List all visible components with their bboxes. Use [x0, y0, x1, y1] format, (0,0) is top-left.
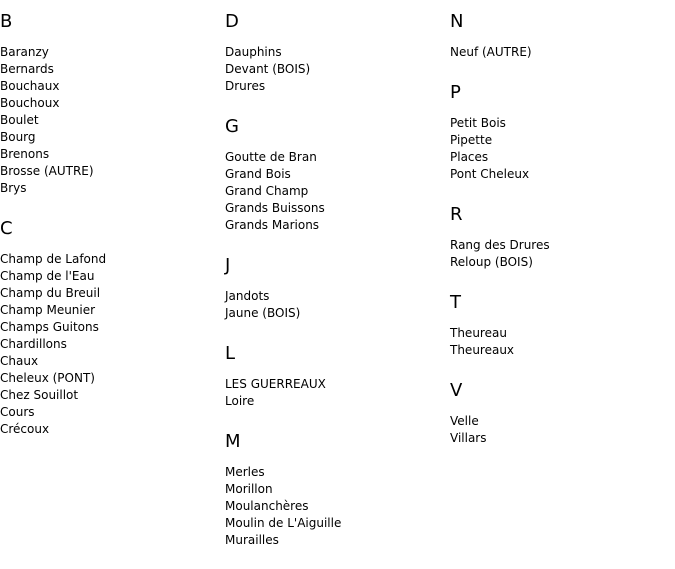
- list-item: Drures: [225, 79, 266, 93]
- entry-list: [225, 149, 445, 234]
- list-item: Pipette: [450, 133, 493, 147]
- list-item: Neuf (AUTRE): [450, 45, 532, 59]
- list-item: Theureau: [450, 326, 507, 340]
- list-item: Boulet: [0, 113, 39, 127]
- entry-list: [450, 413, 670, 447]
- list-item: Brenons: [0, 147, 50, 161]
- list-item: Champs Guitons: [0, 320, 99, 334]
- index-column-2: [225, 8, 445, 567]
- letter-heading: C: [0, 218, 13, 239]
- list-item: Grands Buissons: [225, 201, 325, 215]
- letter-group: [225, 428, 445, 549]
- letter-heading: J: [225, 255, 231, 276]
- letter-heading: B: [0, 11, 13, 32]
- letter-group: [450, 289, 670, 359]
- list-item: Places: [450, 150, 489, 164]
- list-item: Dauphins: [225, 45, 282, 59]
- list-item: Champ du Breuil: [0, 286, 101, 300]
- list-item: Moulanchères: [225, 499, 309, 513]
- entry-list: [450, 325, 670, 359]
- list-item: Bourg: [0, 130, 36, 144]
- list-item: Petit Bois: [450, 116, 506, 130]
- list-item: Brys: [0, 181, 27, 195]
- list-item: Pont Cheleux: [450, 167, 530, 181]
- list-item: Merles: [225, 465, 265, 479]
- entry-list: [225, 288, 445, 322]
- entry-list: [225, 44, 445, 95]
- list-item: Brosse (AUTRE): [0, 164, 94, 178]
- list-item: Theureaux: [450, 343, 515, 357]
- list-item: Baranzy: [0, 45, 49, 59]
- entry-list: [225, 464, 445, 549]
- list-item: Devant (BOIS): [225, 62, 311, 76]
- list-item: Loire: [225, 394, 255, 408]
- letter-heading: R: [450, 204, 463, 225]
- list-item: Jandots: [225, 289, 270, 303]
- list-item: Bernards: [0, 62, 54, 76]
- entry-list: [0, 44, 220, 197]
- letter-group: [450, 201, 670, 271]
- list-item: Cours: [0, 405, 35, 419]
- letter-group: [450, 79, 670, 183]
- letter-group: [225, 113, 445, 234]
- letter-heading: N: [450, 11, 464, 32]
- entry-list: [450, 115, 670, 183]
- list-item: Rang des Drures: [450, 238, 550, 252]
- letter-group: [450, 377, 670, 447]
- list-item: LES GUERREAUX: [225, 377, 326, 391]
- entry-list: [225, 376, 445, 410]
- list-item: Reloup (BOIS): [450, 255, 533, 269]
- letter-group: [450, 8, 670, 61]
- letter-group: [225, 8, 445, 95]
- list-item: Bouchaux: [0, 79, 60, 93]
- letter-heading: L: [225, 343, 236, 364]
- list-item: Morillon: [225, 482, 273, 496]
- index-column-3: [450, 8, 670, 465]
- list-item: Chaux: [0, 354, 39, 368]
- index-column-1: [0, 8, 220, 456]
- list-item: Villars: [450, 431, 487, 445]
- letter-heading: P: [450, 82, 461, 103]
- entry-list: [0, 251, 220, 438]
- list-item: Champ de Lafond: [0, 252, 107, 266]
- list-item: Champ Meunier: [0, 303, 96, 317]
- entry-list: [450, 44, 670, 61]
- list-item: Velle: [450, 414, 479, 428]
- list-item: Bouchoux: [0, 96, 60, 110]
- entry-list: [450, 237, 670, 271]
- letter-heading: G: [225, 116, 239, 137]
- list-item: Jaune (BOIS): [225, 306, 301, 320]
- letter-heading: V: [450, 380, 463, 401]
- list-item: Grand Bois: [225, 167, 291, 181]
- list-item: Grand Champ: [225, 184, 309, 198]
- letter-group: [225, 340, 445, 410]
- letter-group: [225, 252, 445, 322]
- list-item: Moulin de L'Aiguille: [225, 516, 342, 530]
- letter-heading: M: [225, 431, 241, 452]
- list-item: Grands Marions: [225, 218, 320, 232]
- list-item: Crécoux: [0, 422, 50, 436]
- list-item: Chardillons: [0, 337, 67, 351]
- letter-group: [0, 215, 220, 438]
- list-item: Chez Souillot: [0, 388, 79, 402]
- list-item: Goutte de Bran: [225, 150, 317, 164]
- letter-heading: D: [225, 11, 239, 32]
- letter-heading: T: [450, 292, 461, 313]
- list-item: Champ de l'Eau: [0, 269, 95, 283]
- list-item: Cheleux (PONT): [0, 371, 95, 385]
- letter-group: [0, 8, 220, 197]
- list-item: Murailles: [225, 533, 279, 547]
